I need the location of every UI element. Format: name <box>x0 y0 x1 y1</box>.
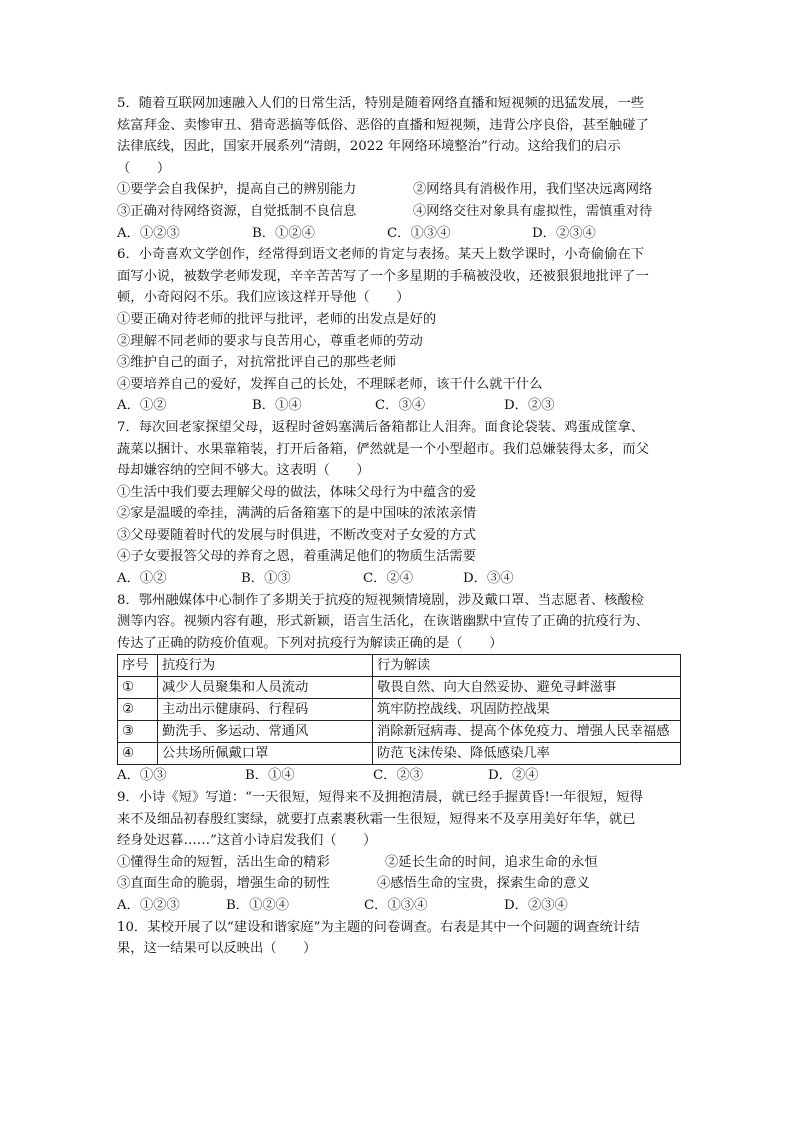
question-8 <box>117 590 687 787</box>
answer-choice: C．①③④ <box>387 225 451 241</box>
table-cell: ② <box>118 699 158 721</box>
q10-stem-line: 果，这一结果可以反映出（ ） <box>117 941 317 957</box>
q5-option: ③正确对待网络资源，自觉抵制不良信息 <box>117 203 357 219</box>
question-7 <box>117 417 687 590</box>
table-header-cell: 抗疫行为 <box>158 655 373 677</box>
table-row <box>118 743 681 765</box>
answer-choice: B．①②④ <box>252 225 315 241</box>
answer-choice: A．①② <box>117 571 167 587</box>
answer-choice: A．①② <box>117 398 167 414</box>
q5-stem-line: 炫富拜金、卖惨审丑、猎奇恶搞等低俗、恶俗的直播和短视频，违背公序良俗，甚至触碰了 <box>117 117 649 133</box>
q6-stem-line: 面写小说，被数学老师发现，辛辛苦苦写了一个多星期的手稿被没收，还被狠狠地批评了一 <box>117 268 649 284</box>
table-header-cell: 序号 <box>118 655 158 677</box>
answer-choice: B．①③ <box>241 571 291 587</box>
table-cell: ④ <box>118 743 158 765</box>
table-cell: 筑牢防控战线、巩固防控战果 <box>373 699 681 721</box>
answer-choice: C．②④ <box>363 571 414 587</box>
question-5 <box>117 93 687 244</box>
q7-option: ④子女要报答父母的养育之恩，着重满足他们的物质生活需要 <box>117 549 477 565</box>
table-cell: 主动出示健康码、行程码 <box>158 699 373 721</box>
table-cell: ③ <box>118 721 158 743</box>
table-cell: 减少人员聚集和人员流动 <box>158 677 373 699</box>
q8-stem-line: 测等内容。视频内容有趣，形式新颖，语言生活化，在诙谐幽默中宣传了正确的抗疫行为、 <box>117 614 649 630</box>
table-row <box>118 677 681 699</box>
table-header-row <box>118 655 681 677</box>
table-cell: ① <box>118 677 158 699</box>
question-6 <box>117 244 687 417</box>
q7-option: ③父母要随着时代的发展与时俱进，不断改变对子女爱的方式 <box>117 527 477 543</box>
question-10 <box>117 917 687 960</box>
question-9 <box>117 787 687 917</box>
q5-stem-line: （ ） <box>117 160 171 176</box>
answer-choice: A．①②③ <box>117 225 180 241</box>
table-cell: 公共场所佩戴口罩 <box>158 743 373 765</box>
answer-choice: C．③④ <box>375 398 426 414</box>
q5-option: ②网络具有消极作用，我们坚决远离网络 <box>413 182 653 198</box>
answer-choice: D．③④ <box>463 571 514 587</box>
q9-option: ②延长生命的时间，追求生命的永恒 <box>385 854 598 870</box>
answer-choice: D．②④ <box>488 768 539 784</box>
q8-answers <box>117 765 687 787</box>
q5-stem-line: 法律底线，因此，国家开展系列“清朗，2022 年网络环境整治”行动。这给我们的启示 <box>117 139 621 155</box>
q5-option: ④网络交往对象具有虚拟性，需慎重对待 <box>413 203 653 219</box>
table-cell: 防范飞沫传染、降低感染几率 <box>373 743 681 765</box>
q7-option: ①生活中我们要去理解父母的做法，体味父母行为中蕴含的爱 <box>117 484 477 500</box>
q6-stem-line: 6．小奇喜欢文学创作，经常得到语文老师的肯定与表扬。某天上数学课时，小奇偷偷在下 <box>117 247 645 263</box>
q9-stem-line: 9．小诗《短》写道：“一天很短，短得来不及拥抱清晨，就已经手握黄昏!一年很短，短得 <box>117 790 643 806</box>
q6-option: ①要正确对待老师的批评与批评，老师的出发点是好的 <box>117 311 437 327</box>
answer-choice: B．①②④ <box>226 898 289 913</box>
table-cell: 勤洗手、多运动、常通风 <box>158 721 373 743</box>
exam-page <box>117 93 687 960</box>
answer-choice: D．②③④ <box>532 225 596 241</box>
q6-option: ④要培养自己的爱好，发挥自己的长处，不理睬老师，该干什么就干什么 <box>117 376 543 392</box>
q7-answers <box>117 568 687 590</box>
answer-choice: B．①④ <box>252 398 302 414</box>
table-cell: 消除新冠病毒、提高个体免疫力、增强人民幸福感 <box>373 721 681 743</box>
q5-answers <box>117 223 687 245</box>
table-row <box>118 699 681 721</box>
q6-option: ②理解不同老师的要求与良苦用心，尊重老师的劳动 <box>117 333 423 349</box>
answer-choice: C．②③ <box>373 768 424 784</box>
q7-stem-line: 蔬菜以捆计、水果靠箱装，打开后备箱，俨然就是一个小型超市。我们总嫌装得太多，而父 <box>117 441 649 457</box>
q6-stem-line: 顿，小奇闷闷不乐。我们应该这样开导他（ ） <box>117 290 410 306</box>
anti-epidemic-table <box>117 654 681 765</box>
q6-option: ③维护自己的面子，对抗常批评自己的那些老师 <box>117 355 397 371</box>
q9-option: ③直面生命的脆弱，增强生命的韧性 <box>117 876 330 892</box>
q9-option: ④感悟生命的宝贵，探索生命的意义 <box>377 876 590 892</box>
q7-option: ②家是温暖的牵挂，满满的后备箱塞下的是中国味的浓浓亲情 <box>117 506 477 522</box>
q9-option: ①懂得生命的短暂，活出生命的精彩 <box>117 854 330 870</box>
q7-stem-line: 7．每次回老家探望父母，返程时爸妈塞满后备箱都让人泪奔。面食论袋装、鸡蛋成筐拿、 <box>117 419 645 435</box>
table-cell: 敬畏自然、向大自然妥协、避免寻衅滋事 <box>373 677 681 699</box>
q9-stem-line: 来不及细品初春殷红窦绿，就要打点素裹秋霜一生很短，短得来不及享用美好年华，就已 <box>117 811 636 827</box>
q9-stem-line: 经身处迟暮……”这首小诗启发我们（ ） <box>117 833 377 849</box>
table-header-cell: 行为解读 <box>373 655 681 677</box>
q10-stem-line: 10．某校开展了以“建设和谐家庭”为主题的问卷调查。右表是其中一个问题的调查统计结 <box>117 919 640 935</box>
answer-choice: A．①②③ <box>117 898 180 913</box>
answer-choice: B．①④ <box>245 768 295 784</box>
answer-choice: D．②③④ <box>504 898 568 913</box>
q8-stem-line: 8．鄂州融媒体中心制作了多期关于抗疫的短视频情境剧，涉及戴口罩、当志愿者、核酸检 <box>117 592 645 608</box>
q5-stem-line: 5．随着互联网加速融入人们的日常生活，特别是随着网络直播和短视频的迅猛发展，一些 <box>117 96 645 111</box>
q7-stem-line: 母却嫌容纳的空间不够大。这表明（ ） <box>117 463 370 479</box>
answer-choice: A．①③ <box>117 768 167 784</box>
q9-answers <box>117 895 687 917</box>
answer-choice: C．①③④ <box>364 898 428 913</box>
q6-answers <box>117 395 687 417</box>
q8-stem-line: 传达了正确的防疫价值观。下列对抗疫行为解读正确的是（ ） <box>117 635 503 651</box>
answer-choice: D．②③ <box>504 398 555 414</box>
table-row <box>118 721 681 743</box>
q5-option: ①要学会自我保护，提高自己的辨别能力 <box>117 182 357 198</box>
